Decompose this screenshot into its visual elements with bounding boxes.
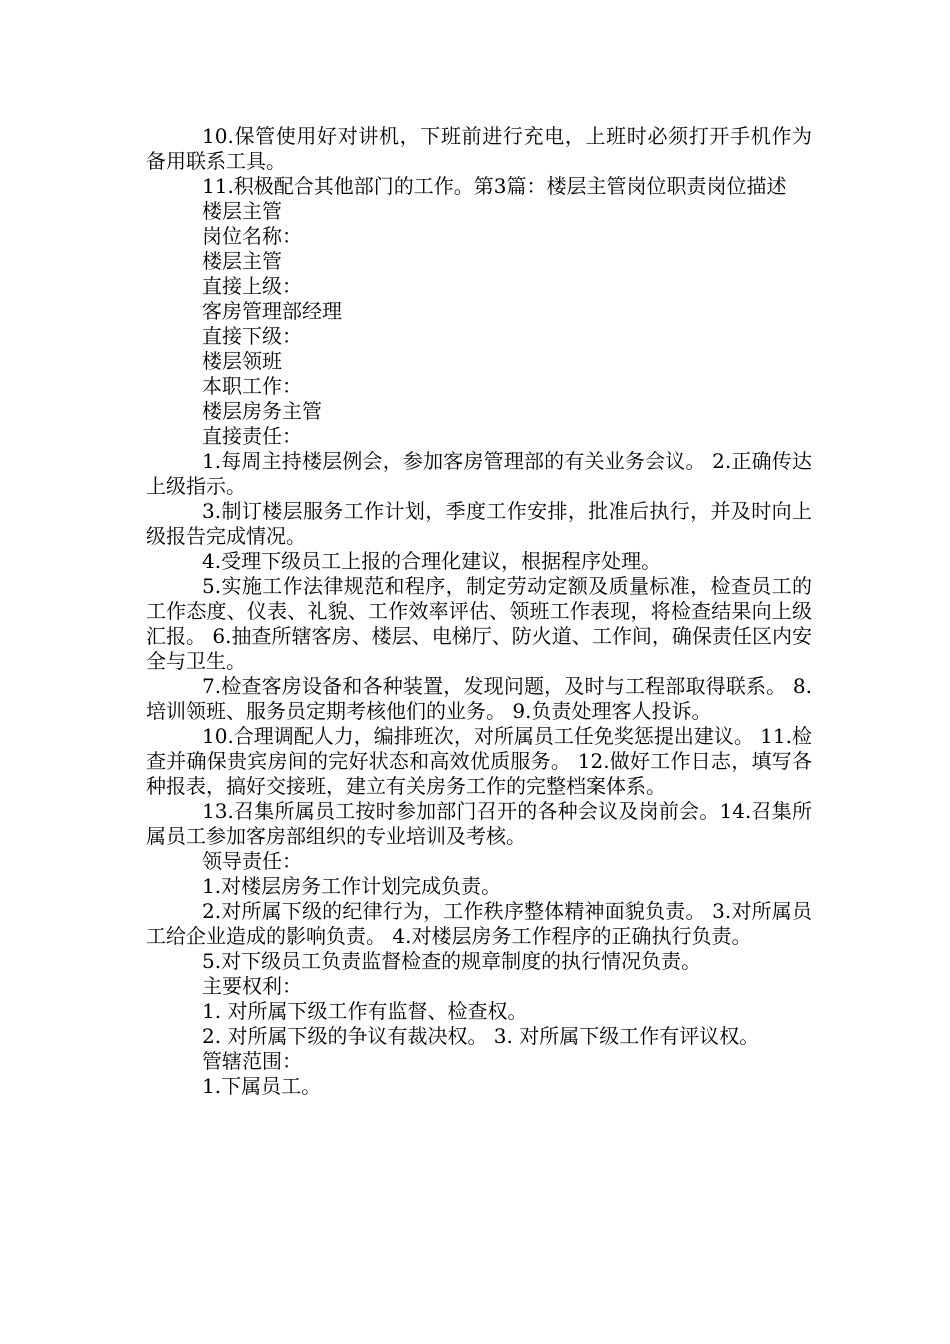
paragraph-item-11-cooperation: 11.积极配合其他部门的工作。第3篇：楼层主管岗位职责岗位描述 bbox=[202, 174, 787, 198]
rights-item-2-3: 2. 对所属下级的争议有裁决权。 3. 对所属下级工作有评议权。 bbox=[202, 1024, 760, 1048]
rights-item-1: 1. 对所属下级工作有监督、检查权。 bbox=[202, 999, 528, 1023]
primary-duty-label: 本职工作： bbox=[202, 374, 302, 398]
leadership-item-1: 1.对楼层房务工作计划完成负责。 bbox=[202, 874, 502, 898]
direct-subordinate-value: 楼层领班 bbox=[202, 349, 282, 373]
direct-subordinate-label: 直接下级： bbox=[202, 324, 302, 348]
position-name-value: 楼层主管 bbox=[202, 249, 282, 273]
responsibility-item-10-12: 10.合理调配人力，编排班次，对所属员工任免奖惩提出建议。 11.检查并确保贵宾房间的完好状态和高效优质服务。 12.做好工作日志，填写各种报表，搞好交接班，建立有关房务工作的完整档案体系。 bbox=[146, 724, 812, 798]
main-rights-label: 主要权利： bbox=[202, 974, 302, 998]
leadership-item-2-4: 2.对所属下级的纪律行为，工作秩序整体精神面貌负责。 3.对所属员工给企业造成的影响负责。 4.对楼层房务工作程序的正确执行负责。 bbox=[146, 899, 812, 948]
position-name-label: 岗位名称： bbox=[202, 224, 302, 248]
document-body bbox=[146, 124, 812, 1099]
leadership-item-5: 5.对下级员工负责监督检查的规章制度的执行情况负责。 bbox=[202, 949, 702, 973]
responsibility-item-1-2: 1.每周主持楼层例会，参加客房管理部的有关业务会议。 2.正确传达上级指示。 bbox=[146, 449, 812, 498]
direct-superior-value: 客房管理部经理 bbox=[202, 299, 342, 323]
responsibility-item-13-14: 13.召集所属员工按时参加部门召开的各种会议及岗前会。14.召集所属员工参加客房部组织的专业培训及考核。 bbox=[146, 799, 812, 848]
responsibility-item-4: 4.受理下级员工上报的合理化建议，根据程序处理。 bbox=[202, 549, 662, 573]
responsibility-item-3: 3.制订楼层服务工作计划，季度工作安排，批准后执行，并及时向上级报告完成情况。 bbox=[146, 499, 812, 548]
direct-superior-label: 直接上级： bbox=[202, 274, 302, 298]
responsibility-item-7-9: 7.检查客房设备和各种装置，发现问题，及时与工程部取得联系。 8.培训领班、服务员定期考核他们的业务。 9.负责处理客人投诉。 bbox=[146, 674, 812, 723]
primary-duty-value: 楼层房务主管 bbox=[202, 399, 322, 423]
responsibility-item-5-6: 5.实施工作法律规范和程序，制定劳动定额及质量标准，检查员工的工作态度、仪表、礼貌、工作效率评估、领班工作表现，将检查结果向上级汇报。 6.抽查所辖客房、楼层、电梯厅、防火道、工作间，确保责任区内安全与卫生。 bbox=[146, 574, 812, 673]
direct-responsibility-label: 直接责任： bbox=[202, 424, 302, 448]
jurisdiction-item-1: 1.下属员工。 bbox=[202, 1074, 322, 1098]
job-title-heading: 楼层主管 bbox=[202, 199, 282, 223]
paragraph-item-10-walkie-talkie: 10.保管使用好对讲机，下班前进行充电，上班时必须打开手机作为备用联系工具。 bbox=[146, 124, 812, 173]
jurisdiction-label: 管辖范围： bbox=[202, 1049, 302, 1073]
leadership-responsibility-label: 领导责任： bbox=[202, 849, 302, 873]
